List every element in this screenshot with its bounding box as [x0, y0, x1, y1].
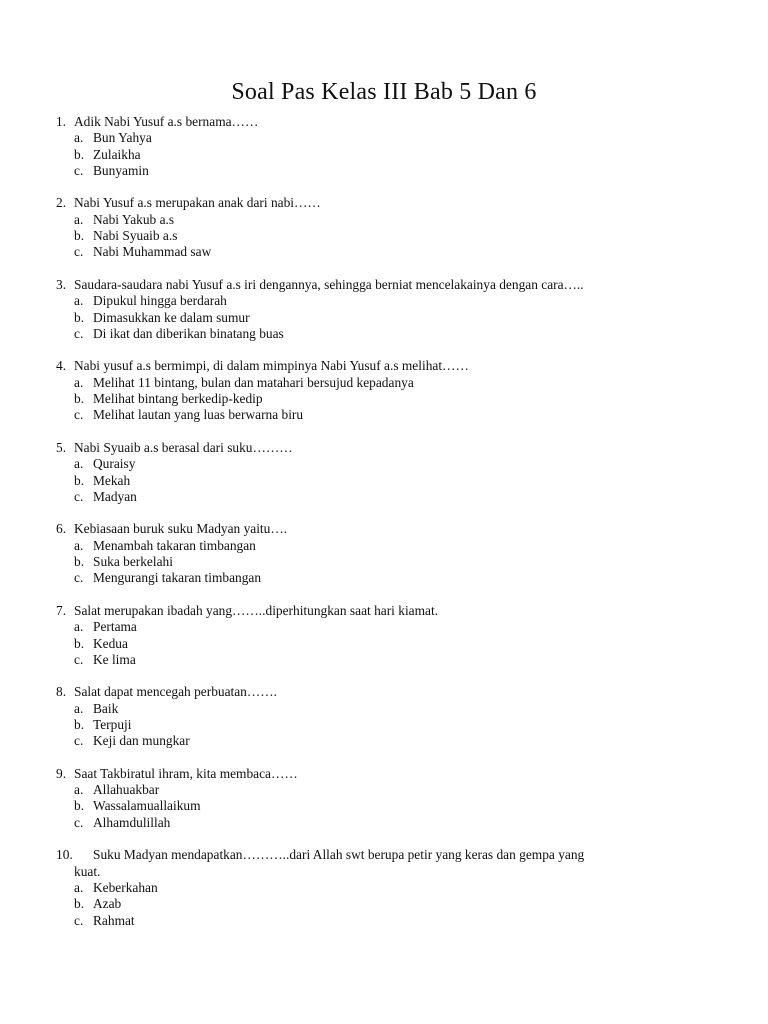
option-text: Nabi Yakub a.s	[93, 211, 175, 227]
option-letter: a.	[74, 537, 84, 553]
option-a	[56, 456, 716, 472]
option-text: Kedua	[93, 635, 128, 651]
option-c	[56, 326, 716, 342]
option-text: Suka berkelahi	[93, 554, 173, 570]
question-8	[56, 684, 716, 749]
option-letter: a.	[74, 879, 84, 895]
answer-options	[56, 293, 716, 342]
question-line	[56, 277, 716, 293]
question-line	[56, 847, 716, 863]
option-b	[56, 636, 716, 652]
question-2	[56, 195, 716, 260]
question-number: 5.	[56, 439, 67, 455]
option-letter: a.	[74, 700, 84, 716]
option-a	[56, 130, 716, 146]
option-letter: c.	[74, 651, 84, 667]
option-text: Melihat lautan yang luas berwarna biru	[93, 407, 304, 423]
option-letter: c.	[74, 733, 84, 749]
option-a	[56, 293, 716, 309]
option-text: Ke lima	[93, 651, 136, 667]
option-c	[56, 913, 716, 929]
option-c	[56, 733, 716, 749]
option-letter: b.	[74, 554, 85, 570]
option-b	[56, 228, 716, 244]
question-line	[56, 440, 716, 456]
question-6	[56, 521, 716, 586]
option-text: Mekah	[93, 472, 131, 488]
option-text: Wassalamuallaikum	[93, 798, 201, 814]
option-letter: a.	[74, 293, 84, 309]
option-a	[56, 538, 716, 554]
question-text: Saat Takbiratul ihram, kita membaca……	[74, 765, 298, 781]
question-list	[56, 114, 716, 945]
question-10	[56, 847, 716, 928]
option-letter: a.	[74, 211, 84, 227]
question-text: Nabi yusuf a.s bermimpi, di dalam mimpinya Nabi Yusuf a.s melihat……	[74, 358, 469, 374]
option-c	[56, 652, 716, 668]
option-c	[56, 815, 716, 831]
question-text: Adik Nabi Yusuf a.s bernama……	[74, 114, 259, 129]
option-text: Pertama	[93, 619, 137, 635]
option-letter: c.	[74, 814, 84, 830]
option-c	[56, 489, 716, 505]
option-text: Alhamdulillah	[93, 814, 171, 830]
question-text: Suku Madyan mendapatkan………..dari Allah swt berupa petir yang keras dan gempa yang	[93, 847, 585, 863]
option-c	[56, 244, 716, 260]
option-letter: c.	[74, 244, 84, 260]
answer-options	[56, 456, 716, 505]
option-letter: c.	[74, 162, 84, 178]
question-7	[56, 603, 716, 668]
answer-options	[56, 375, 716, 424]
question-text: Salat merupakan ibadah yang……..diperhitungkan saat hari kiamat.	[74, 602, 439, 618]
option-text: Melihat 11 bintang, bulan dan matahari bersujud kepadanya	[93, 374, 414, 390]
option-letter: a.	[74, 130, 84, 146]
option-text: Madyan	[93, 488, 137, 504]
option-letter: b.	[74, 391, 85, 407]
option-a	[56, 880, 716, 896]
question-text-continued: kuat.	[74, 863, 101, 879]
option-letter: b.	[74, 309, 85, 325]
option-text: Mengurangi takaran timbangan	[93, 570, 262, 586]
question-line	[56, 603, 716, 619]
option-text: Zulaikha	[93, 146, 141, 162]
question-line	[56, 358, 716, 374]
option-text: Keji dan mungkar	[93, 733, 190, 749]
question-number: 7.	[56, 602, 67, 618]
question-text: Kebiasaan buruk suku Madyan yaitu….	[74, 521, 288, 537]
option-c	[56, 163, 716, 179]
option-letter: c.	[74, 407, 84, 423]
question-line	[56, 766, 716, 782]
option-letter: b.	[74, 716, 85, 732]
question-text: Saudara-saudara nabi Yusuf a.s iri dengannya, sehingga berniat mencelakainya dengan cara…..	[74, 276, 584, 292]
option-text: Bun Yahya	[93, 130, 152, 146]
option-a	[56, 212, 716, 228]
option-text: Quraisy	[93, 456, 136, 472]
option-a	[56, 701, 716, 717]
question-4	[56, 358, 716, 423]
answer-options	[56, 701, 716, 750]
option-letter: c.	[74, 912, 84, 928]
question-number: 4.	[56, 358, 67, 374]
option-letter: b.	[74, 798, 85, 814]
option-b	[56, 717, 716, 733]
option-text: Rahmat	[93, 912, 135, 928]
question-line	[56, 684, 716, 700]
option-text: Nabi Muhammad saw	[93, 244, 212, 260]
document-title: Soal Pas Kelas III Bab 5 Dan 6	[231, 79, 537, 105]
option-letter: b.	[74, 635, 85, 651]
option-c	[56, 407, 716, 423]
question-3	[56, 277, 716, 342]
option-text: Allahuakbar	[93, 782, 160, 798]
option-b	[56, 896, 716, 912]
option-c	[56, 570, 716, 586]
answer-options	[56, 619, 716, 668]
option-a	[56, 782, 716, 798]
question-line	[56, 114, 716, 130]
option-letter: b.	[74, 472, 85, 488]
option-letter: a.	[74, 782, 84, 798]
option-letter: b.	[74, 228, 85, 244]
question-text: Nabi Yusuf a.s merupakan anak dari nabi……	[74, 195, 321, 211]
option-b	[56, 798, 716, 814]
option-letter: b.	[74, 896, 85, 912]
option-text: Menambah takaran timbangan	[93, 537, 256, 553]
question-number: 6.	[56, 521, 67, 537]
question-number: 2.	[56, 195, 67, 211]
question-9	[56, 766, 716, 831]
option-text: Dipukul hingga berdarah	[93, 293, 227, 309]
option-letter: c.	[74, 488, 84, 504]
answer-options	[56, 880, 716, 929]
option-text: Bunyamin	[93, 162, 149, 178]
option-text: Dimasukkan ke dalam sumur	[93, 309, 250, 325]
question-line	[56, 521, 716, 537]
answer-options	[56, 782, 716, 831]
question-number: 1.	[56, 114, 67, 129]
answer-options	[56, 212, 716, 261]
option-text: Azab	[93, 896, 122, 912]
question-number: 8.	[56, 684, 67, 700]
option-b	[56, 310, 716, 326]
answer-options	[56, 538, 716, 587]
question-text: Salat dapat mencegah perbuatan…….	[74, 684, 278, 700]
option-text: Terpuji	[93, 716, 132, 732]
answer-options	[56, 130, 716, 179]
question-text: Nabi Syuaib a.s berasal dari suku………	[74, 439, 293, 455]
option-letter: c.	[74, 325, 84, 341]
option-b	[56, 391, 716, 407]
question-number: 9.	[56, 765, 67, 781]
option-b	[56, 473, 716, 489]
option-letter: a.	[74, 374, 84, 390]
option-b	[56, 554, 716, 570]
option-letter: b.	[74, 146, 85, 162]
option-b	[56, 147, 716, 163]
option-text: Melihat bintang berkedip-kedip	[93, 391, 263, 407]
question-5	[56, 440, 716, 505]
option-letter: a.	[74, 619, 84, 635]
option-text: Di ikat dan diberikan binatang buas	[93, 325, 284, 341]
option-a	[56, 375, 716, 391]
option-text: Baik	[93, 700, 119, 716]
option-text: Nabi Syuaib a.s	[93, 228, 178, 244]
question-number: 3.	[56, 276, 67, 292]
question-1	[56, 114, 716, 179]
option-text: Keberkahan	[93, 879, 158, 895]
question-number: 10.	[56, 847, 73, 863]
question-line	[56, 195, 716, 211]
option-a	[56, 619, 716, 635]
option-letter: c.	[74, 570, 84, 586]
option-letter: a.	[74, 456, 84, 472]
